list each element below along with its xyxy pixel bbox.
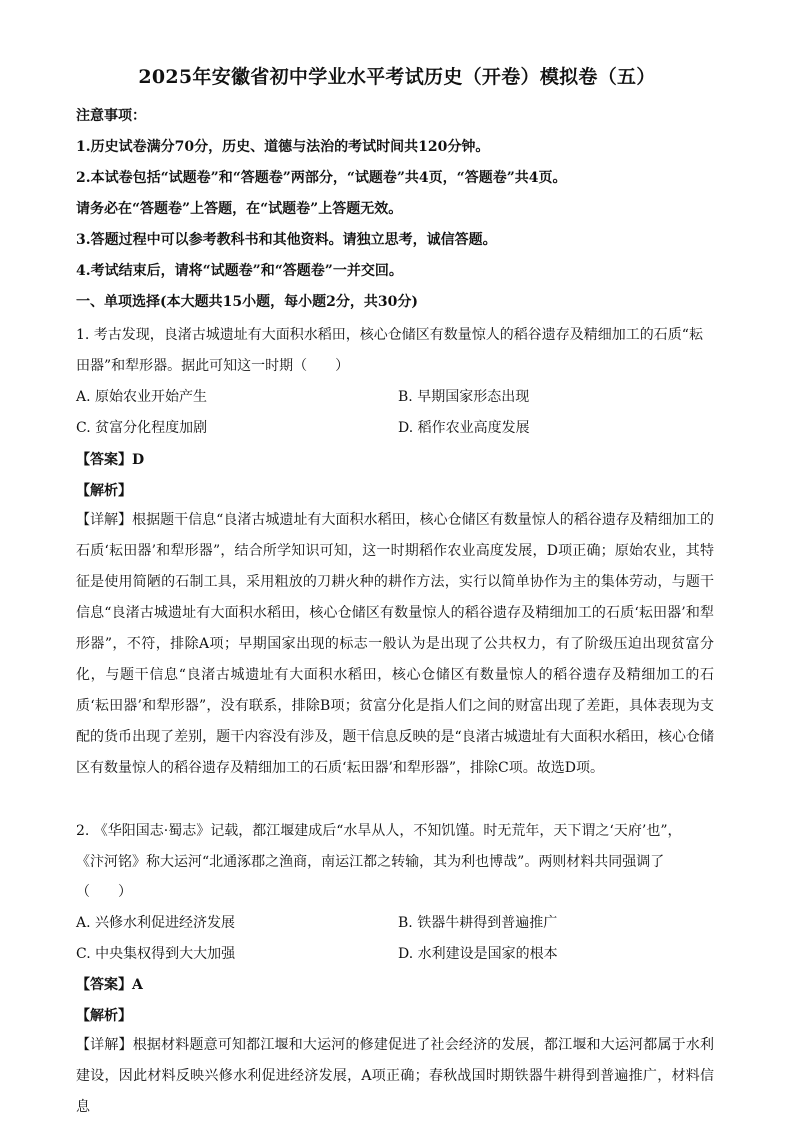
- option-c: C. 中央集权得到大大加强: [76, 946, 236, 962]
- question-2-stem: （ ）: [76, 884, 132, 900]
- option-a: A. 原始农业开始产生: [76, 389, 208, 405]
- question-2-stem: 《汴河铭》称大运河“北通涿郡之渔商，南运江都之转输，其为利也博哉”。两则材料共同强调了: [76, 854, 665, 870]
- notice-item: 4.考试结束后，请将“试题卷”和“答题卷”一并交回。: [76, 263, 403, 279]
- page-title: 2025年安徽省初中学业水平考试历史（开卷）模拟卷（五）: [138, 66, 656, 88]
- question-2-detail: 【详解】根据材料题意可知都江堰和大运河的修建促进了社会经济的发展，都江堰和大运河都属于水利建设，因此材料反映兴修水利促进经济发展，A项正确；春秋战国时期铁器牛耕得到普遍推广，材料信息: [76, 1037, 714, 1115]
- question-1-stem: 1. 考古发现，良渚古城遗址有大面积水稻田，核心仓储区有数量惊人的稻谷遗存及精细加工的石质“耘: [76, 327, 703, 343]
- analysis-label: 【解析】: [76, 483, 132, 499]
- notice-item: 1.历史试卷满分70分，历史、道德与法治的考试时间共120分钟。: [76, 139, 490, 155]
- notice-item: 2.本试卷包括“试题卷”和“答题卷”两部分，“试题卷”共4页，“答题卷”共4页。: [76, 170, 567, 186]
- question-1-stem: 田器”和犁形器。据此可知这一时期（ ）: [76, 358, 350, 374]
- answer-label: 【答案】D: [76, 452, 145, 468]
- option-d: D. 水利建设是国家的根本: [398, 946, 558, 962]
- notice-item: 请务必在“答题卷”上答题，在“试题卷”上答题无效。: [76, 201, 403, 217]
- notice-item: 3.答题过程中可以参考教科书和其他资料。请独立思考，诚信答题。: [76, 232, 497, 248]
- option-d: D. 稻作农业高度发展: [398, 420, 530, 436]
- notice-heading: 注意事项：: [76, 108, 146, 124]
- question-2-stem: 2. 《华阳国志·蜀志》记载，都江堰建成后“水旱从人，不知饥馑。时无荒年，天下谓之‘天府’也”，: [76, 823, 682, 839]
- analysis-label: 【解析】: [76, 1008, 132, 1024]
- option-b: B. 早期国家形态出现: [398, 389, 530, 405]
- option-b: B. 铁器牛耕得到普遍推广: [398, 915, 558, 931]
- option-a: A. 兴修水利促进经济发展: [76, 915, 236, 931]
- section-heading: 一、单项选择(本大题共15小题，每小题2分，共30分): [76, 294, 418, 310]
- question-1-detail: 【详解】根据题干信息“良渚古城遗址有大面积水稻田，核心仓储区有数量惊人的稻谷遗存及精细加工的石质‘耘田器’和犁形器”，结合所学知识可知，这一时期稻作农业高度发展，D项正确；原始农业，其特征是使用简陋的石制工具，采用粗放的刀耕火种的耕作方法，实行以简单协作为主的集体劳动，与题干信息“良渚古城遗址有大面积水稻田，核心仓储区有数量惊人的稻谷遗存及精细加工的石质‘耘田器’和犁形器”，不符，排除A项；早期国家出现的标志一般认为是出现了公共权力，有了阶级压迫出现贫富分化，与题干信息“良渚古城遗址有大面积水稻田，核心仓储区有数量惊人的稻谷遗存及精细加工的石质‘耘田器’和犁形器”，没有联系，排除B项；贫富分化是指人们之间的财富出现了差距，具体表现为支配的货币出现了差别，题干内容没有涉及，题干信息反映的是“良渚古城遗址有大面积水稻田，核心仓储区有数量惊人的稻谷遗存及精细加工的石质‘耘田器’和犁形器”，排除C项。故选D项。: [76, 512, 714, 776]
- answer-label: 【答案】A: [76, 977, 143, 993]
- option-c: C. 贫富分化程度加剧: [76, 420, 208, 436]
